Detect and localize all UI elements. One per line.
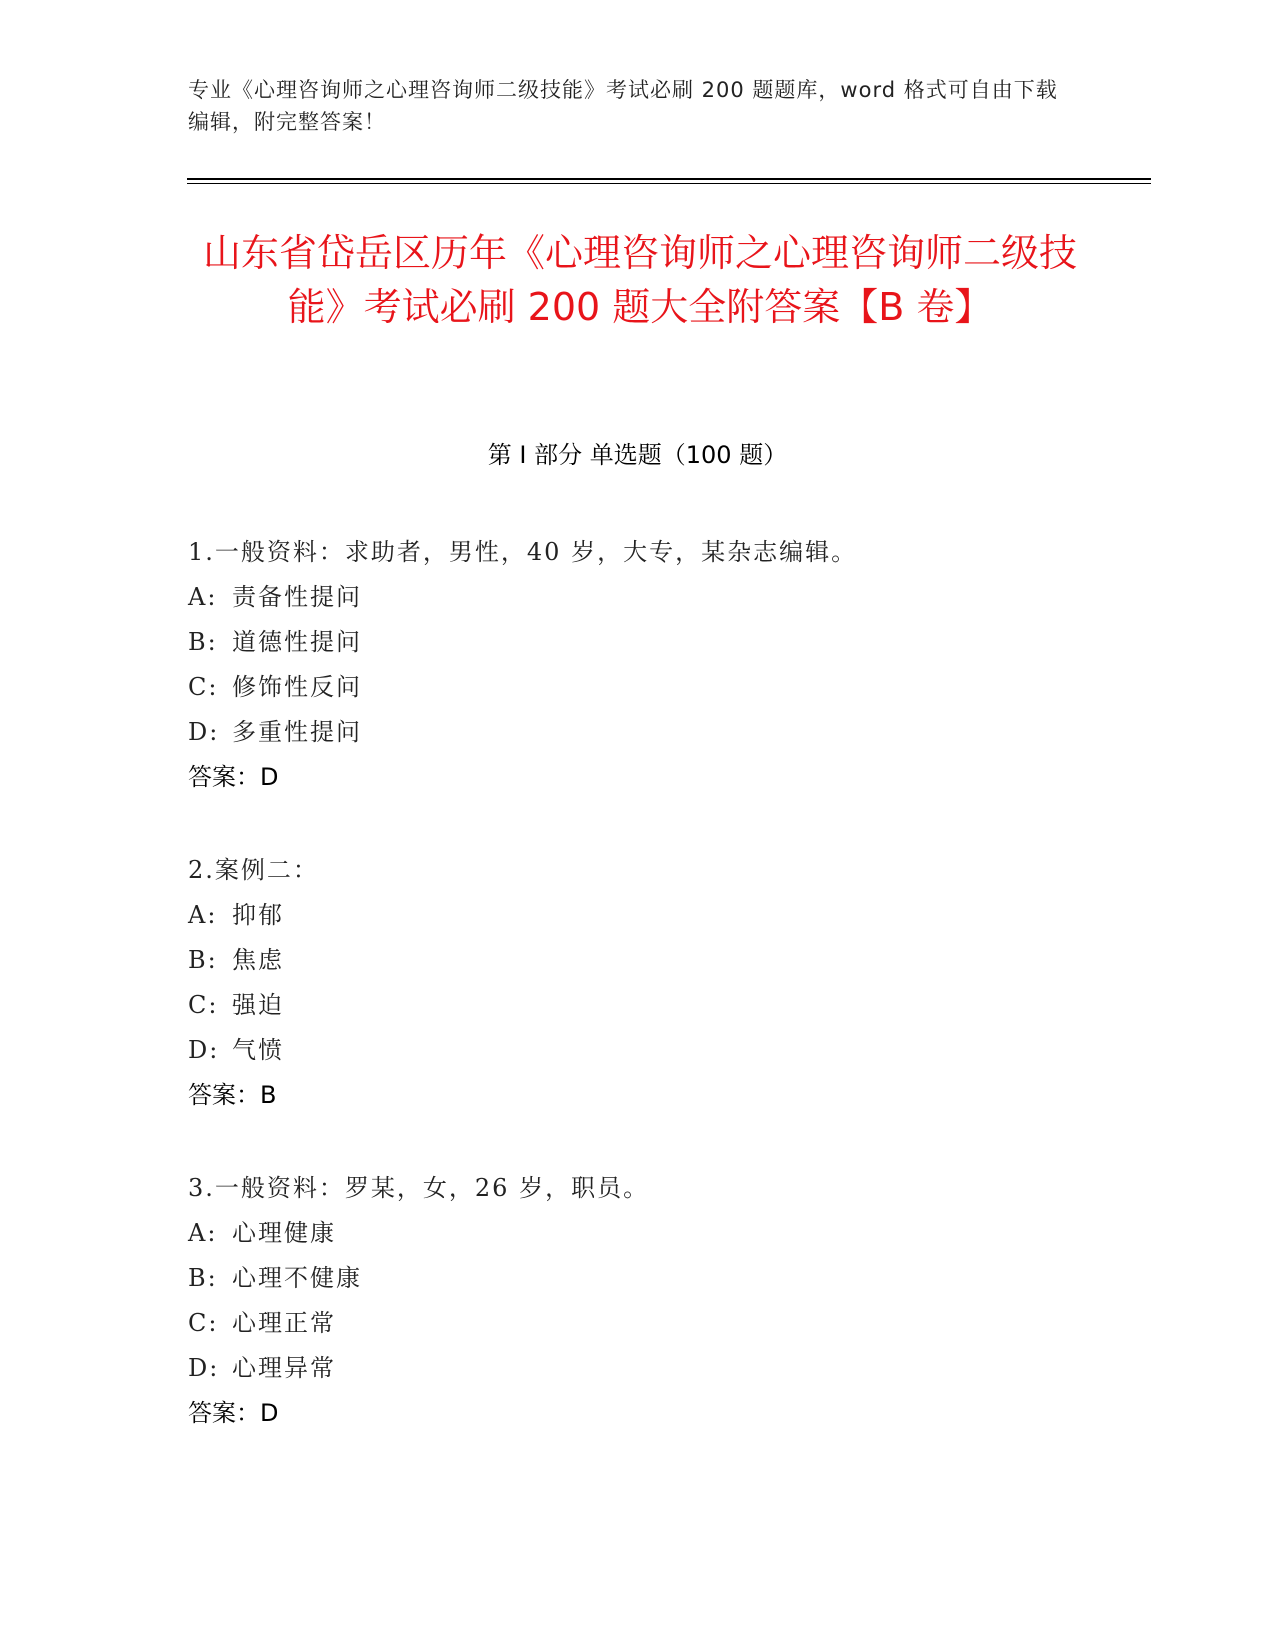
option-d [188,1028,1128,1073]
question-list [188,530,1128,1484]
question-stem: 2.案例二： [188,856,319,884]
option-a [188,893,1128,938]
option-letter: C: [188,673,219,701]
header-note: 专业《心理咨询师之心理咨询师二级技能》考试必刷 200 题题库，word 格式可自由下载编辑，附完整答案！ [188,78,1058,134]
option-letter: C: [188,991,219,1019]
section-title: 第 I 部分 单选题（100 题） [487,441,788,469]
option-text: 多重性提问 [232,718,362,746]
answer: 答案：B [188,1081,277,1109]
option-text: 气愤 [232,1036,284,1064]
option-letter: A: [188,583,218,611]
option-letter: B: [188,1264,218,1292]
question-2 [188,848,1128,1118]
option-text: 道德性提问 [232,628,362,656]
option-text: 心理不健康 [232,1264,362,1292]
option-letter: C: [188,1309,219,1337]
option-letter: D: [188,1036,220,1064]
option-c [188,983,1128,1028]
question-1 [188,530,1128,800]
option-text: 心理健康 [232,1219,336,1247]
option-letter: B: [188,946,218,974]
question-3 [188,1166,1128,1436]
option-d [188,1346,1128,1391]
option-text: 强迫 [232,991,284,1019]
option-text: 心理正常 [232,1309,336,1337]
header-rule-thin [187,183,1151,184]
option-letter: D: [188,718,220,746]
option-letter: B: [188,628,218,656]
option-d [188,710,1128,755]
option-b [188,1256,1128,1301]
option-letter: A: [188,901,218,929]
document-title: 山东省岱岳区历年《心理咨询师之心理咨询师二级技能》考试必刷 200 题大全附答案【B 卷】 [202,231,1077,329]
answer: 答案：D [188,1399,279,1427]
option-b [188,938,1128,983]
option-letter: A: [188,1219,218,1247]
option-text: 责备性提问 [232,583,362,611]
option-a [188,1211,1128,1256]
answer: 答案：D [188,763,279,791]
option-text: 焦虑 [232,946,284,974]
option-text: 心理异常 [232,1354,336,1382]
option-b [188,620,1128,665]
header-rule-thick [187,178,1151,180]
option-c [188,1301,1128,1346]
option-c [188,665,1128,710]
option-letter: D: [188,1354,220,1382]
option-text: 修饰性反问 [232,673,362,701]
option-a [188,575,1128,620]
option-text: 抑郁 [232,901,284,929]
question-stem: 1.一般资料：求助者，男性，40 岁，大专，某杂志编辑。 [188,538,858,566]
question-stem: 3.一般资料：罗某，女，26 岁，职员。 [188,1174,650,1202]
